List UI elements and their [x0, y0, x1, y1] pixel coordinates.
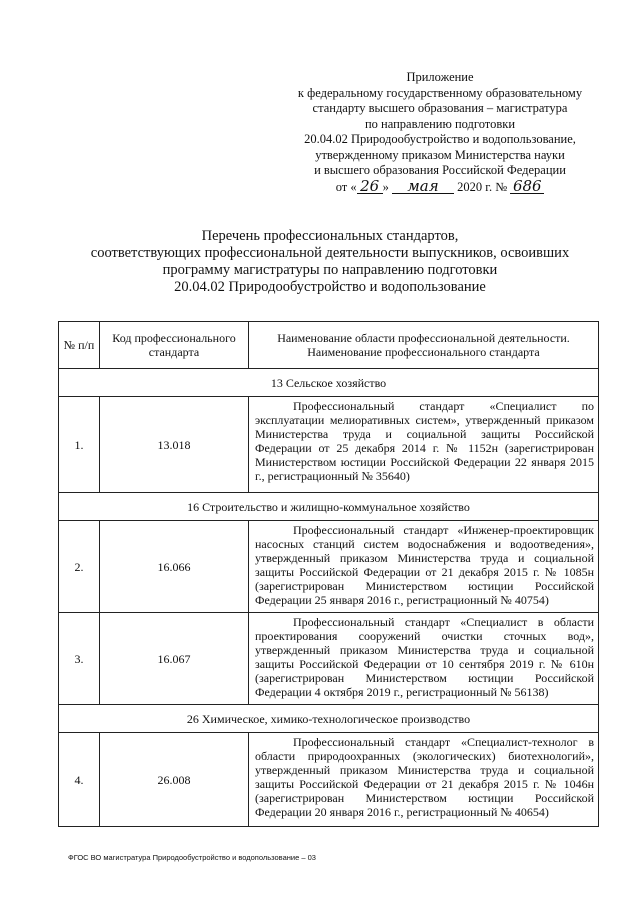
table-header-row: [59, 322, 599, 369]
order-mid: »: [382, 179, 389, 194]
header-num: № п/п: [59, 322, 100, 369]
row-code: 16.067: [100, 613, 249, 705]
row-num: 3.: [59, 613, 100, 705]
section-title: 26 Химическое, химико-технологическое производство: [59, 705, 599, 733]
header-code: Код профессионального стандарта: [100, 322, 249, 369]
order-month: мая: [392, 179, 454, 194]
standards-table: [58, 321, 599, 827]
title-line: соответствующих профессиональной деятельности выпускников, освоивших: [90, 245, 570, 261]
title-line: программу магистратуры по направлению подготовки: [162, 262, 498, 278]
order-prefix: от «: [335, 179, 357, 194]
table-row: [59, 733, 599, 827]
header-name: Наименование области профессиональной деятельности. Наименование профессионального стандарта: [249, 322, 599, 369]
appendix-line: по направлению подготовки: [364, 116, 516, 131]
section-row: [59, 705, 599, 733]
row-num: 2.: [59, 521, 100, 613]
section-title: 16 Строительство и жилищно-коммунальное хозяйство: [59, 493, 599, 521]
order-date-line: [290, 176, 590, 196]
section-title: 13 Сельское хозяйство: [59, 369, 599, 397]
row-code: 16.066: [100, 521, 249, 613]
row-num: 4.: [59, 733, 100, 827]
appendix-line: к федеральному государственному образовательному: [297, 85, 583, 100]
title-line: Перечень профессиональных стандартов,: [201, 228, 459, 244]
section-row: [59, 369, 599, 397]
title-line: 20.04.02 Природообустройство и водопользование: [174, 279, 486, 295]
document-title: [40, 228, 620, 296]
row-text: Профессиональный стандарт «Инженер-проектировщик насосных станций систем водоснабжения и водоотведения», утвержденный приказом Министерства труда и социальной защиты Российской Федерации от 21 декабря 2015 г. № 1085н (зарегистрирован Министерством юстиции Российской Федерации 25 января 2016 г., регистрационный № 40754): [249, 521, 599, 613]
appendix-line: утвержденному приказом Министерства науки: [315, 147, 565, 162]
page-footer: ФГОС ВО магистратура Природообустройство и водопользование – 03: [68, 853, 316, 862]
appendix-block: [290, 70, 590, 195]
row-text: Профессиональный стандарт «Специалист в области проектирования сооружений очистки сточных вод», утвержденный приказом Министерства труда и социальной защиты Российской Федерации от 10 сентября 2019 г. № 610н (зарегистрирован Министерством юстиции Российской Федерации 4 октября 2019 г., регистрационный № 56138): [249, 613, 599, 705]
section-row: [59, 493, 599, 521]
row-text: Профессиональный стандарт «Специалист по эксплуатации мелиоративных систем», утвержденный приказом Министерства труда и социальной защиты Российской Федерации от 25 декабря 2014 г. № 1152н (зарегистрирован Министерством юстиции Российской Федерации 22 января 2015 г., регистрационный № 35640): [249, 397, 599, 493]
table-row: [59, 521, 599, 613]
appendix-line: 20.04.02 Природообустройство и водопользование,: [304, 132, 576, 146]
row-text: Профессиональный стандарт «Специалист-технолог в области природоохранных (экологических) биотехнологий», утвержденный приказом Министерства труда и социальной защиты Российской Федерации от 21 декабря 2015 г. № 1046н (зарегистрирован Министерством юстиции Российской Федерации 20 января 2016 г., регистрационный № 40654): [249, 733, 599, 827]
row-code: 13.018: [100, 397, 249, 493]
order-day: 26: [357, 179, 383, 194]
order-number: 686: [510, 179, 544, 194]
appendix-line: Приложение: [406, 70, 474, 84]
row-code: 26.008: [100, 733, 249, 827]
order-year: 2020 г. №: [457, 179, 508, 194]
table-row: [59, 613, 599, 705]
table-row: [59, 397, 599, 493]
appendix-line: и высшего образования Российской Федерации: [314, 163, 566, 177]
appendix-line: стандарту высшего образования – магистратура: [312, 101, 568, 115]
row-num: 1.: [59, 397, 100, 493]
